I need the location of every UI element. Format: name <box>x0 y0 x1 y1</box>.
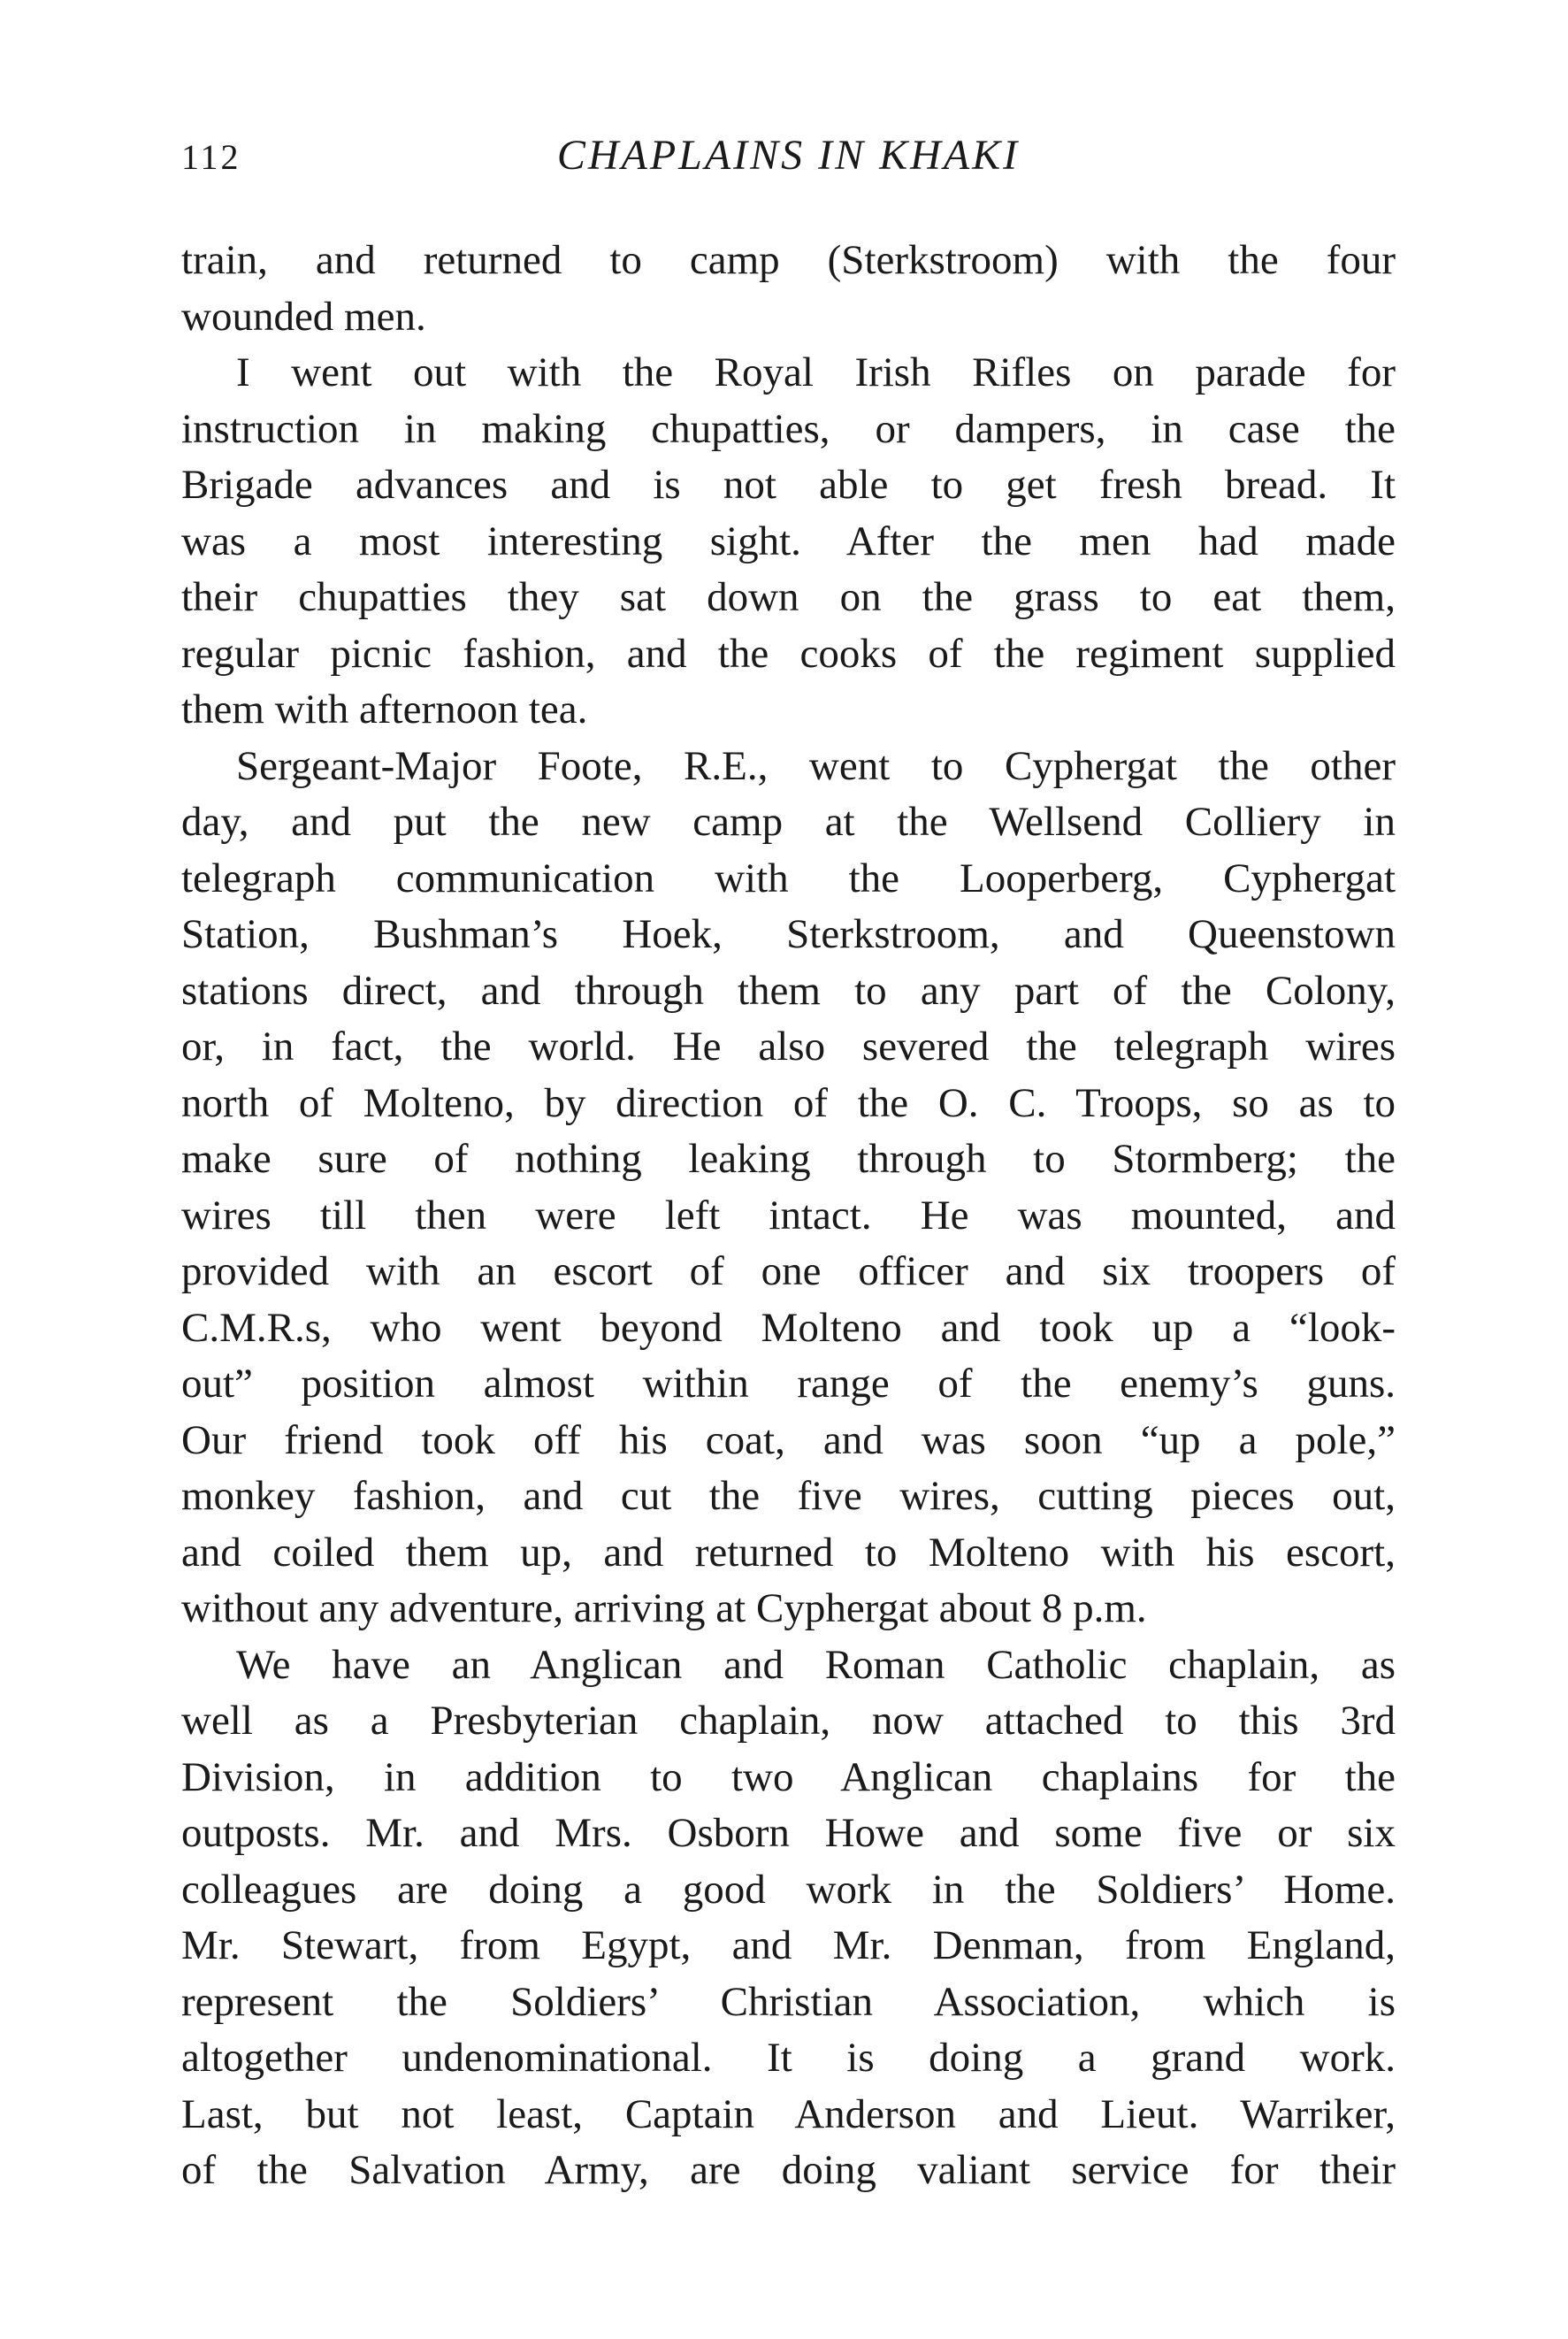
text-line: represent the Soldiers’ Christian Association, which is <box>181 1978 1396 2025</box>
text-line: regular picnic fashion, and the cooks of the regiment supplied <box>181 630 1396 677</box>
text-line: of the Salvation Army, are doing valiant service for their <box>181 2147 1396 2193</box>
text-line: provided with an escort of one officer and six troopers of <box>181 1248 1396 1294</box>
text-line: make sure of nothing leaking through to Stormberg; the <box>181 1136 1396 1182</box>
text-line: colleagues are doing a good work in the Soldiers’ Home. <box>181 1866 1396 1913</box>
text-line: We have an Anglican and Roman Catholic chaplain, as <box>236 1641 1396 1688</box>
text-line: Mr. Stewart, from Egypt, and Mr. Denman, from England, <box>181 1922 1396 1968</box>
text-line: I went out with the Royal Irish Rifles on parade for <box>236 349 1396 395</box>
text-line: without any adventure, arriving at Cyphergat about 8 p.m. <box>181 1585 1147 1631</box>
text-line: wires till then were left intact. He was mounted, and <box>181 1192 1396 1239</box>
text-line: them with afternoon tea. <box>181 686 588 732</box>
text-line: altogether undenominational. It is doing a grand work. <box>181 2035 1396 2081</box>
text-line: day, and put the new camp at the Wellsend Colliery in <box>181 799 1396 845</box>
text-line: telegraph communication with the Looperberg, Cyphergat <box>181 855 1396 901</box>
text-line: Our friend took off his coat, and was soon “up a pole,” <box>181 1416 1396 1463</box>
text-line: out” position almost within range of the enemy’s guns. <box>181 1361 1396 1407</box>
text-line: outposts. Mr. and Mrs. Osborn Howe and some five or six <box>181 1810 1396 1856</box>
text-line: Last, but not least, Captain Anderson and Lieut. Warriker, <box>181 2090 1396 2137</box>
text-line: Division, in addition to two Anglican chaplains for the <box>181 1753 1396 1800</box>
text-line: wounded men. <box>181 293 426 340</box>
text-line: well as a Presbyterian chaplain, now attached to this 3rd <box>181 1698 1396 1744</box>
text-line: train, and returned to camp (Sterkstroom) with the four <box>181 237 1396 283</box>
page-number: 112 <box>181 137 241 177</box>
body-text <box>181 233 1396 2199</box>
text-line: Sergeant-Major Foote, R.E., went to Cyphergat the other <box>236 742 1396 789</box>
text-line: north of Molteno, by direction of the O. C. Troops, so as to <box>181 1079 1396 1126</box>
text-line: Brigade advances and is not able to get fresh bread. It <box>181 462 1396 508</box>
text-line: C.M.R.s, who went beyond Molteno and took up a “look- <box>181 1304 1396 1351</box>
text-line: Station, Bushman’s Hoek, Sterkstroom, and Queenstown <box>181 911 1396 957</box>
running-title: CHAPLAINS IN KHAKI <box>556 132 1021 179</box>
text-line: their chupatties they sat down on the grass to eat them, <box>181 574 1396 620</box>
text-line: was a most interesting sight. After the men had made <box>181 518 1396 564</box>
text-line: stations direct, and through them to any part of the Colony, <box>181 967 1396 1014</box>
text-line: instruction in making chupatties, or dampers, in case the <box>181 405 1396 452</box>
text-line: monkey fashion, and cut the five wires, cutting pieces out, <box>181 1473 1396 1519</box>
running-head <box>181 131 1396 193</box>
text-line: and coiled them up, and returned to Molteno with his escort, <box>181 1529 1396 1576</box>
text-line: or, in fact, the world. He also severed the telegraph wires <box>181 1024 1396 1070</box>
